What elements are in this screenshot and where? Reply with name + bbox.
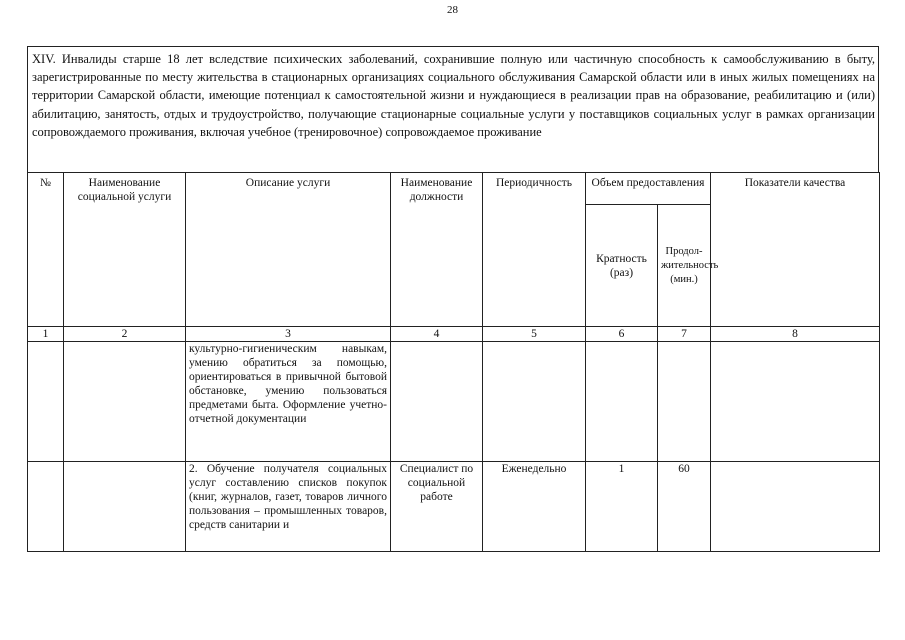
header-service-name: Наименование социальной услуги bbox=[64, 173, 186, 327]
header-quality: Показатели качества bbox=[711, 173, 880, 327]
section-heading: XIV. Инвалиды старше 18 лет вследствие психических заболеваний, сохранившие полную или частичную способность к самообслуживанию в быту, зарегистрированные по месту жительства в стационарных организациях социального обслуживания Самарской области или в иных жилых помещениях на территории Самарской области, имеющие потенциал к самостоятельной жизни и нуждающиеся в реализации прав на образование, реабилитацию и (или) абилитацию, занятость, отдых и трудоустройство, получающие стационарные социальные услуги у поставщиков социальных услуг в рамках организации сопровождаемого проживания, включая учебное (тренировочное) сопровождаемое проживание bbox=[27, 46, 879, 173]
column-number: 7 bbox=[658, 327, 711, 342]
column-number: 3 bbox=[186, 327, 391, 342]
row-service-name bbox=[64, 462, 186, 552]
column-number: 2 bbox=[64, 327, 186, 342]
page-number: 28 bbox=[447, 4, 458, 16]
header-num: № bbox=[28, 173, 64, 327]
services-table bbox=[27, 172, 880, 552]
row-service-name bbox=[64, 342, 186, 462]
column-number: 5 bbox=[483, 327, 586, 342]
table-row bbox=[28, 342, 880, 462]
row-description: 2. Обучение получателя социальных услуг составлению списков покупок (книг, журналов, газет, товаров личного пользования – промышленных товаров, средств санитарии и bbox=[186, 462, 391, 552]
column-number-row bbox=[28, 327, 880, 342]
header-periodicity: Периодичность bbox=[483, 173, 586, 327]
row-position bbox=[391, 342, 483, 462]
row-num bbox=[28, 462, 64, 552]
table-row bbox=[28, 462, 880, 552]
row-quality bbox=[711, 342, 880, 462]
row-multiplicity bbox=[586, 342, 658, 462]
row-duration: 60 bbox=[658, 462, 711, 552]
header-position: Наименование должности bbox=[391, 173, 483, 327]
header-multiplicity: Кратность (раз) bbox=[586, 205, 658, 327]
header-duration: Продол-жительность (мин.) bbox=[658, 205, 711, 327]
row-multiplicity: 1 bbox=[586, 462, 658, 552]
row-periodicity: Еженедельно bbox=[483, 462, 586, 552]
column-number: 6 bbox=[586, 327, 658, 342]
row-quality bbox=[711, 462, 880, 552]
column-number: 1 bbox=[28, 327, 64, 342]
column-number: 4 bbox=[391, 327, 483, 342]
row-duration bbox=[658, 342, 711, 462]
row-description: культурно-гигиеническим навыкам, умению обратиться за помощью, ориентироваться в привычной бытовой обстановке, умению пользоваться предметами быта. Оформление учетно-отчетной документации bbox=[186, 342, 391, 462]
header-description: Описание услуги bbox=[186, 173, 391, 327]
row-position: Специалист по социальной работе bbox=[391, 462, 483, 552]
row-num bbox=[28, 342, 64, 462]
header-volume: Объем предоставления bbox=[586, 173, 711, 205]
row-periodicity bbox=[483, 342, 586, 462]
column-number: 8 bbox=[711, 327, 880, 342]
